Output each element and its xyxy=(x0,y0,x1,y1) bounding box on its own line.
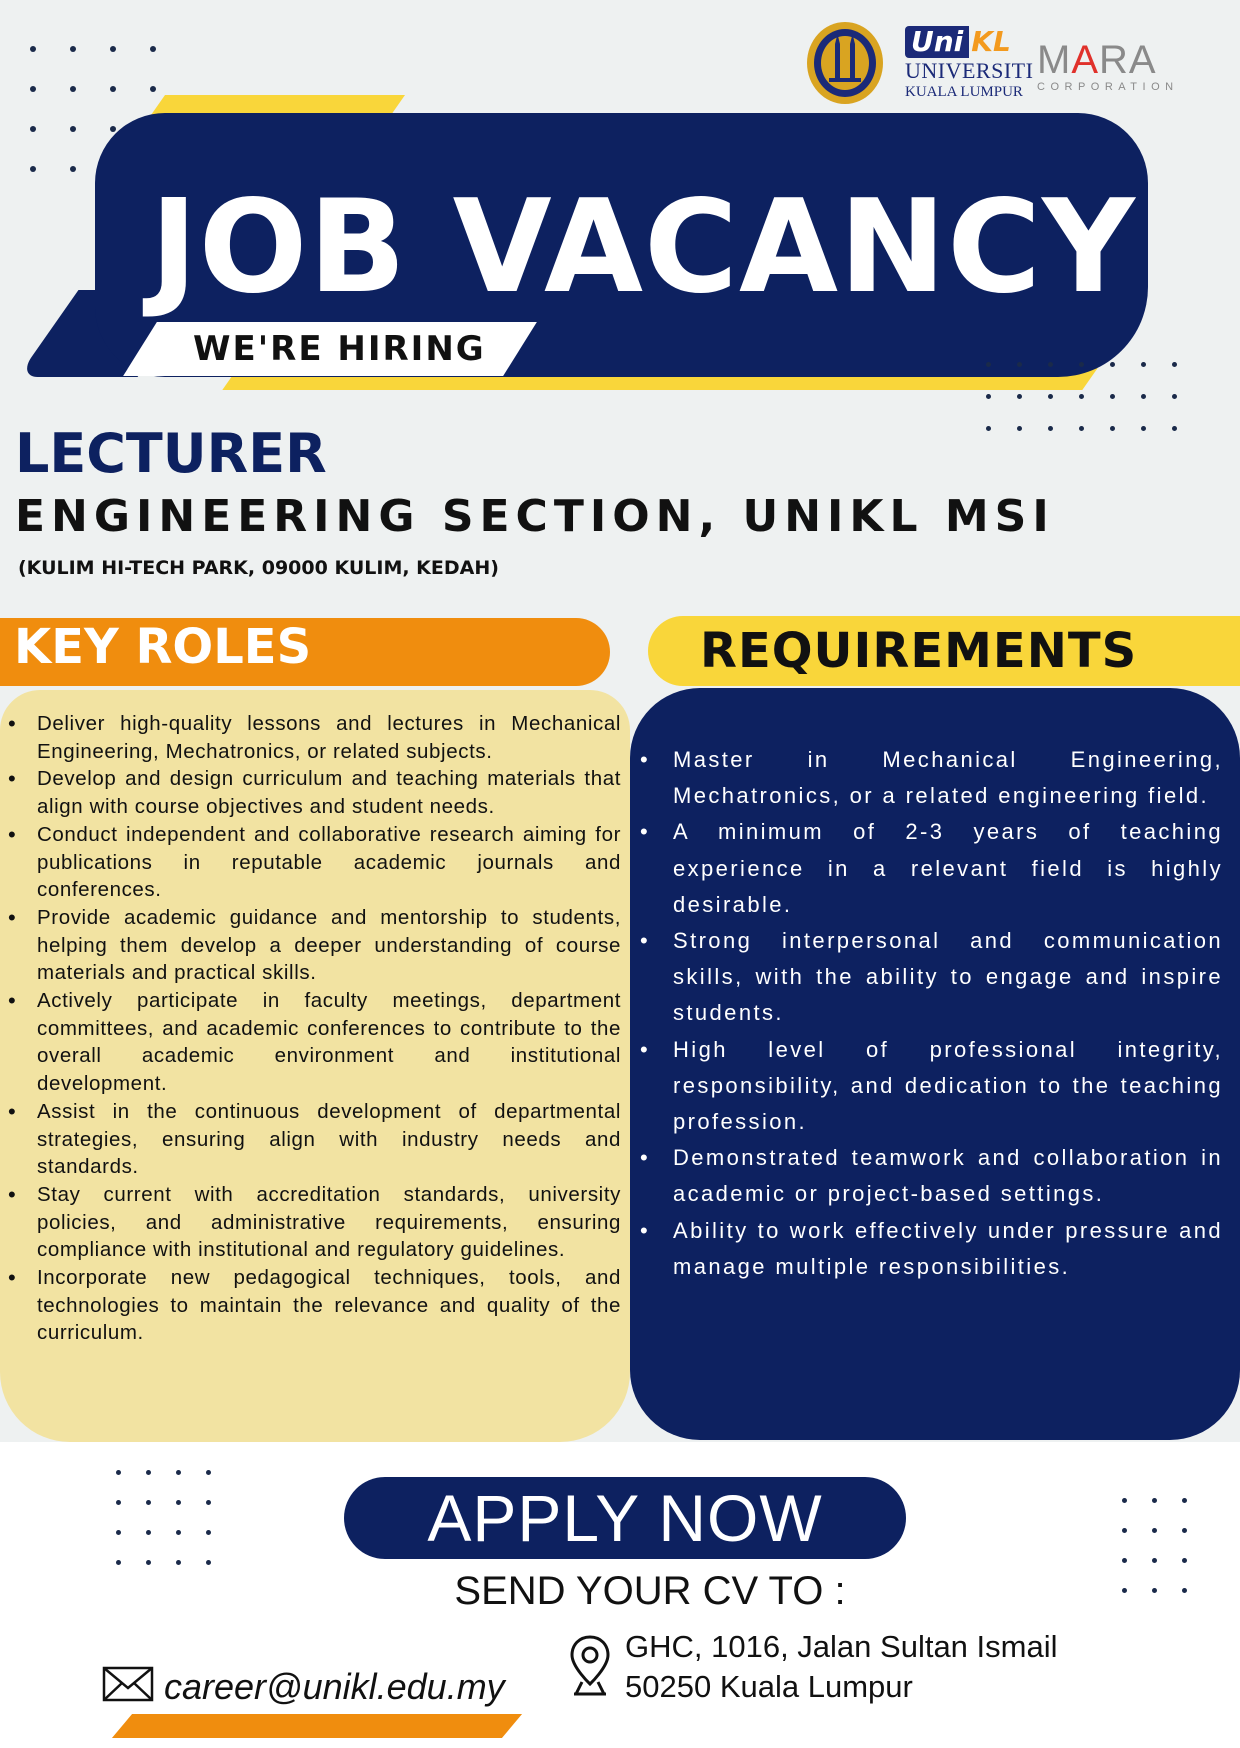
decorative-dots xyxy=(1122,1498,1187,1593)
key-role-item: • Deliver high-quality lessons and lectures in Mechanical Engineering, Mechatronics, or related subjects. xyxy=(8,710,621,765)
key-role-item: • Provide academic guidance and mentorship to students, helping them develop a deeper understanding of course materials and practical skills. xyxy=(8,904,621,987)
mara-logo xyxy=(1037,40,1197,100)
mara-logo-sub: CORPORATION xyxy=(1037,81,1179,93)
unikl-logo-line1: UNIVERSITI xyxy=(905,58,1034,83)
job-location: (KULIM HI-TECH PARK, 09000 KULIM, KEDAH) xyxy=(18,557,499,579)
key-role-item: • Conduct independent and collaborative research aiming for publications in reputable academic journals and conferences. xyxy=(8,821,621,904)
send-cv-label: SEND YOUR CV TO : xyxy=(454,1569,846,1613)
email-link[interactable]: career@unikl.edu.my xyxy=(164,1666,505,1707)
requirement-item: • Strong interpersonal and communication skills, with the ability to engage and inspire students. xyxy=(640,923,1223,1032)
key-role-item: • Actively participate in faculty meetings, department committees, and academic conferences to contribute to the overall academic environment and institutional development. xyxy=(8,987,621,1098)
job-section: ENGINEERING SECTION, UNIKL MSI xyxy=(15,491,1055,542)
key-role-item: • Stay current with accreditation standards, university policies, and administrative requirements, ensuring compliance with institutional and regulatory guidelines. xyxy=(8,1181,621,1264)
requirement-item: • A minimum of 2-3 years of teaching experience in a relevant field is highly desirable. xyxy=(640,814,1223,923)
key-role-item: • Develop and design curriculum and teaching materials that align with course objectives and student needs. xyxy=(8,765,621,820)
key-role-item: • Incorporate new pedagogical techniques, tools, and technologies to maintain the relevance and quality of the curriculum. xyxy=(8,1264,621,1347)
key-role-item: • Assist in the continuous development of departmental strategies, ensuring align with industry needs and standards. xyxy=(8,1098,621,1181)
requirement-item: • Ability to work effectively under pressure and manage multiple responsibilities. xyxy=(640,1213,1223,1285)
apply-now-button[interactable]: APPLY NOW xyxy=(344,1477,906,1559)
requirement-item: • Master in Mechanical Engineering, Mechatronics, or a related engineering field. xyxy=(640,742,1223,814)
key-roles-list xyxy=(8,710,621,1347)
decorative-dots xyxy=(116,1470,211,1565)
unikl-logo-uni: Uni xyxy=(905,26,969,58)
address-line-1: GHC, 1016, Jalan Sultan Ismail xyxy=(625,1629,1058,1664)
decorative-dots xyxy=(986,362,1177,431)
requirement-item: • Demonstrated teamwork and collaboration in academic or project-based settings. xyxy=(640,1140,1223,1212)
envelope-icon xyxy=(102,1666,154,1702)
key-roles-heading: KEY ROLES xyxy=(14,619,312,675)
hiring-label: WE'RE HIRING xyxy=(193,329,486,369)
requirements-list xyxy=(640,742,1223,1285)
location-pin-icon xyxy=(568,1634,612,1698)
requirements-heading: REQUIREMENTS xyxy=(700,623,1138,679)
unikl-logo-line2: KUALA LUMPUR xyxy=(905,84,1023,100)
accent-strip xyxy=(112,1714,522,1738)
page-title: JOB VACANCY xyxy=(150,173,1136,322)
partner-logos xyxy=(805,20,1205,110)
requirement-item: • High level of professional integrity, responsibility, and dedication to the teaching profession. xyxy=(640,1032,1223,1141)
unikl-logo xyxy=(905,25,1034,110)
unikl-seal-logo xyxy=(805,20,885,106)
job-title: LECTURER xyxy=(15,422,327,485)
unikl-logo-kl: KL xyxy=(971,25,1011,58)
mara-logo-word: MARA xyxy=(1037,38,1157,82)
address-line-2: 50250 Kuala Lumpur xyxy=(625,1669,913,1704)
accent-strip xyxy=(151,95,405,115)
